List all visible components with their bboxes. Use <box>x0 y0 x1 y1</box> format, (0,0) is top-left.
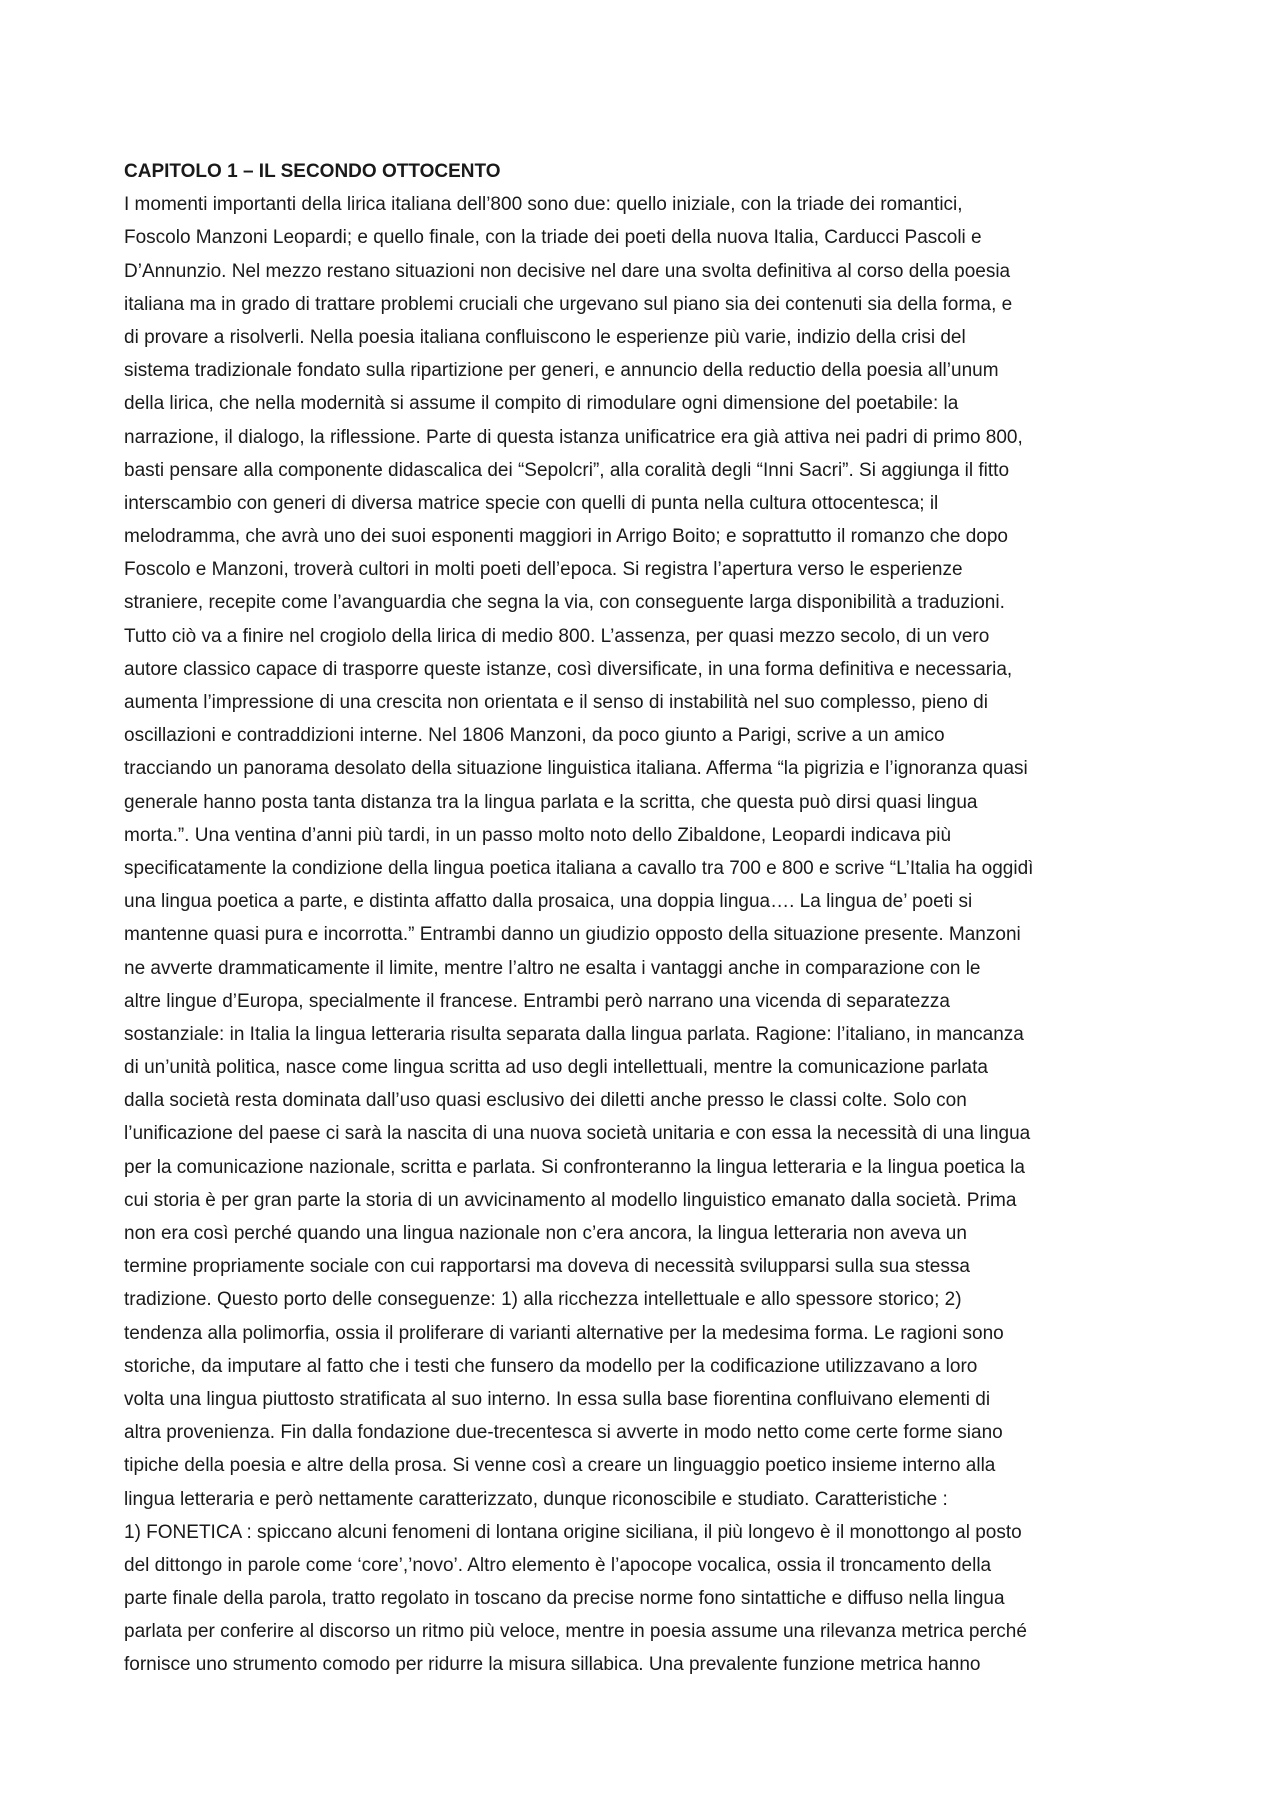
text-line: Foscolo Manzoni Leopardi; e quello finale, con la triade dei poeti della nuova Italia, Carducci Pascoli e <box>124 227 982 249</box>
text-line: generale hanno posta tanta distanza tra la lingua parlata e la scritta, che questa può dirsi quasi lingua <box>124 791 978 813</box>
text-line: parlata per conferire al discorso un ritmo più veloce, mentre in poesia assume una rilevanza metrica perché <box>124 1621 1027 1643</box>
text-line: dalla società resta dominata dall’uso quasi esclusivo dei diletti anche presso le classi colte. Solo con <box>124 1090 967 1112</box>
text-line: morta.”. Una ventina d’anni più tardi, in un passo molto noto dello Zibaldone, Leopardi indicava più <box>124 824 952 846</box>
text-line: della lirica, che nella modernità si assume il compito di rimodulare ogni dimensione del poetabile: la <box>124 393 959 415</box>
text-line: altra provenienza. Fin dalla fondazione due-trecentesca si avverte in modo netto come certe forme siano <box>124 1422 1003 1444</box>
text-line: termine propriamente sociale con cui rapportarsi ma doveva di necessità svilupparsi sulla sua stessa <box>124 1256 970 1278</box>
text-line: D’Annunzio. Nel mezzo restano situazioni non decisive nel dare una svolta definitiva al corso della poesia <box>124 260 1011 282</box>
text-line: di provare a risolverli. Nella poesia italiana confluiscono le esperienze più varie, indizio della crisi del <box>124 326 966 348</box>
text-line: aumenta l’impressione di una crescita non orientata e il senso di instabilità nel suo complesso, pieno di <box>124 692 988 713</box>
text-line: tracciando un panorama desolato della situazione linguistica italiana. Afferma “la pigrizia e l’ignoranza quasi <box>124 758 1028 780</box>
text-line: mantenne quasi pura e incorrotta.” Entrambi danno un giudizio opposto della situazione presente. Manzoni <box>124 924 1021 946</box>
text-line: 1) FONETICA : spiccano alcuni fenomeni di lontana origine siciliana, il più longevo è il monottongo al posto <box>124 1521 1022 1543</box>
text-line: oscillazioni e contraddizioni interne. Nel 1806 Manzoni, da poco giunto a Parigi, scrive a un amico <box>124 725 945 747</box>
chapter-heading: CAPITOLO 1 – IL SECONDO OTTOCENTO <box>124 161 501 182</box>
text-line: tradizione. Questo porto delle conseguenze: 1) alla ricchezza intellettuale e allo spessore storico; 2) <box>124 1289 962 1311</box>
text-line: cui storia è per gran parte la storia di un avvicinamento al modello linguistico emanato dalla società. Prima <box>124 1189 1017 1211</box>
text-line: di un’unità politica, nasce come lingua scritta ad uso degli intellettuali, mentre la comunicazione parlata <box>124 1057 988 1079</box>
text-line: specificatamente la condizione della lingua poetica italiana a cavallo tra 700 e 800 e scrive “L’Italia ha oggidì <box>124 857 1034 879</box>
text-line: tipiche della poesia e altre della prosa. Si venne così a creare un linguaggio poetico insieme interno alla <box>124 1455 996 1477</box>
text-line: ne avverte drammaticamente il limite, mentre l’altro ne esalta i vantaggi anche in comparazione con le <box>124 957 981 979</box>
text-line: sistema tradizionale fondato sulla ripartizione per generi, e annuncio della reductio della poesia all’unum <box>124 360 999 382</box>
text-line: Foscolo e Manzoni, troverà cultori in molti poeti dell’epoca. Si registra l’apertura verso le esperienze <box>124 559 963 581</box>
document-body <box>124 155 1174 1682</box>
text-line: parte finale della parola, tratto regolato in toscano da precise norme fono sintattiche e diffuso nella lingua <box>124 1588 1005 1610</box>
text-line: lingua letteraria e però nettamente caratterizzato, dunque riconoscibile e studiato. Caratteristiche : <box>124 1488 948 1510</box>
text-line: storiche, da imputare al fatto che i testi che funsero da modello per la codificazione utilizzavano a loro <box>124 1355 978 1377</box>
text-line: del dittongo in parole come ‘core’,’novo’. Altro elemento è l’apocope vocalica, ossia il troncamento della <box>124 1554 992 1576</box>
text-line: I momenti importanti della lirica italiana dell’800 sono due: quello iniziale, con la triade dei romantici, <box>124 194 963 216</box>
text-line: italiana ma in grado di trattare problemi cruciali che urgevano sul piano sia dei contenuti sia della forma, e <box>124 293 1013 315</box>
text-line: altre lingue d’Europa, specialmente il francese. Entrambi però narrano una vicenda di separatezza <box>124 990 950 1012</box>
text-line: volta una lingua piuttosto stratificata al suo interno. In essa sulla base fiorentina confluivano elementi di <box>124 1388 991 1410</box>
text-line: sostanziale: in Italia la lingua letteraria risulta separata dalla lingua parlata. Ragione: l’italiano, in mancanza <box>124 1023 1024 1045</box>
text-line: tendenza alla polimorfia, ossia il proliferare di varianti alternative per la medesima forma. Le ragioni sono <box>124 1322 1004 1344</box>
text-line: una lingua poetica a parte, e distinta affatto dalla prosaica, una doppia lingua…. La lingua de’ poeti si <box>124 891 973 913</box>
text-line: melodramma, che avrà uno dei suoi esponenti maggiori in Arrigo Boito; e soprattutto il romanzo che dopo <box>124 526 1008 548</box>
text-line: l’unificazione del paese ci sarà la nascita di una nuova società unitaria e con essa la necessità di una lingua <box>124 1123 1031 1145</box>
text-line: autore classico capace di trasporre queste istanze, così diversificate, in una forma definitiva e necessaria, <box>124 658 1013 680</box>
text-line: non era così perché quando una lingua nazionale non c’era ancora, la lingua letteraria non aveva un <box>124 1223 967 1244</box>
text-line: interscambio con generi di diversa matrice specie con quelli di punta nella cultura ottocentesca; il <box>124 492 939 514</box>
text-line: per la comunicazione nazionale, scritta e parlata. Si confronteranno la lingua letteraria e la lingua poetica la <box>124 1156 1025 1178</box>
text-line: narrazione, il dialogo, la riflessione. Parte di questa istanza unificatrice era già attiva nei padri di primo 800, <box>124 426 1023 448</box>
text-line: straniere, recepite come l’avanguardia che segna la via, con conseguente larga disponibilità a traduzioni. <box>124 592 1005 614</box>
text-line: basti pensare alla componente didascalica dei “Sepolcri”, alla coralità degli “Inni Sacri”. Si aggiunga il fitto <box>124 459 1010 481</box>
text-line: Tutto ciò va a finire nel crogiolo della lirica di medio 800. L’assenza, per quasi mezzo secolo, di un vero <box>124 625 990 647</box>
text-line: fornisce uno strumento comodo per ridurre la misura sillabica. Una prevalente funzione metrica hanno <box>124 1654 981 1676</box>
